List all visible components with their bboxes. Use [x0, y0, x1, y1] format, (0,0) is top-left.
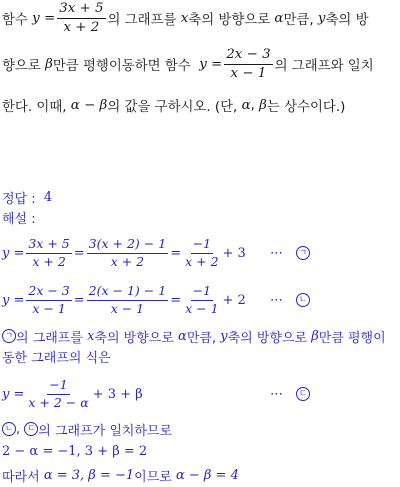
math-equals: = [73, 292, 85, 308]
label-mark-2: ㄴ [2, 422, 16, 436]
fraction-denominator: x + 2 [63, 19, 100, 35]
fraction-numerator: 2x − 3 [224, 47, 272, 64]
fraction-denominator: x + 2 [110, 253, 145, 269]
problem-text: 만큼, [283, 12, 314, 28]
fraction [87, 284, 169, 316]
fraction-numerator: 3x + 5 [57, 1, 105, 18]
math-y-equals: y = [2, 386, 25, 402]
fraction-denominator: x + 2 [185, 253, 219, 269]
math-term: + 3 [222, 245, 246, 261]
fraction-numerator: −1 [47, 378, 69, 394]
problem-text: 만큼 평행이동하면 함수 [52, 58, 191, 74]
math-y: y [220, 328, 228, 344]
fraction-numerator: −1 [191, 237, 213, 253]
math-term: + 3 + β [92, 386, 143, 402]
math-beta: β [45, 56, 53, 72]
solution-equation-3 [2, 375, 398, 413]
math-y-equals: y = [199, 56, 223, 72]
ellipsis: ⋯ [270, 292, 283, 308]
solution-text: 축의 방향으로 [227, 330, 308, 346]
label-mark-3: ㄷ [24, 422, 38, 436]
problem-text: 한다. 이때, [2, 99, 67, 115]
fraction [26, 284, 71, 316]
math-alpha: α [241, 97, 251, 113]
solution-text: 이므로 [134, 469, 172, 485]
solution-text: 축의 방향으로 [94, 330, 174, 346]
fraction-denominator: x − 1 [110, 300, 145, 316]
solution-equation-4: 2 − α = −1, 3 + β = 2 [2, 444, 148, 459]
problem-line-1 [2, 0, 369, 36]
problem-text: 는 상수이다.) [266, 99, 346, 115]
fraction [183, 237, 220, 269]
fraction-numerator: −1 [191, 284, 213, 300]
math-x: x [87, 328, 95, 344]
math-y: y [317, 10, 326, 26]
fraction-numerator: 3x + 5 [26, 237, 71, 253]
solution-text-line-1 [2, 327, 386, 345]
fraction [183, 284, 220, 316]
fraction-denominator: x − 1 [32, 300, 66, 316]
fraction-numerator: 2x − 3 [26, 284, 71, 300]
solution-text: 의 그래프를 [16, 330, 83, 346]
fraction-numerator: 3(x + 2) − 1 [87, 237, 169, 253]
math-alpha: α [178, 328, 187, 344]
problem-line-2 [2, 46, 374, 82]
solution-label: 해설 : [2, 212, 36, 227]
fraction [26, 237, 71, 269]
math-y-equals: y = [32, 10, 56, 26]
math-alpha-minus-beta: α − β [70, 97, 108, 113]
math-term: + 2 [222, 292, 246, 308]
answer-value: 4 [43, 189, 53, 205]
math-values: α = 3, β = −1 [43, 467, 135, 483]
solution-text-line-4 [2, 466, 239, 484]
math-beta: β [259, 97, 267, 113]
fraction-numerator: 2(x − 1) − 1 [87, 284, 169, 300]
solution-text-line-2: 동한 그래프의 식은 [2, 351, 111, 366]
problem-text: 의 그래프를 [107, 12, 177, 28]
problem-text: 축의 방향으로 [188, 12, 271, 28]
math-y-equals: y = [2, 245, 25, 261]
problem-text: 의 값을 구하시오. (단, [107, 99, 238, 115]
math-alpha: α [274, 10, 284, 26]
fraction [26, 378, 90, 410]
ellipsis: ⋯ [270, 386, 283, 402]
answer-line [2, 188, 52, 206]
fraction-denominator: x − 1 [230, 65, 267, 81]
solution-text: 만큼 평행이 [318, 330, 386, 346]
fraction-denominator: x + 2 [32, 253, 66, 269]
problem-text: 향으로 [2, 58, 41, 74]
label-mark-2: ㄴ [296, 293, 310, 307]
fraction-denominator: x + 2 − α [28, 394, 89, 410]
solution-equation-1 [2, 234, 398, 272]
solution-text: 의 그래프가 일치하므로 [38, 423, 173, 439]
fraction-original-function [57, 1, 105, 35]
label-mark-1: ㄱ [2, 329, 16, 343]
math-y-equals: y = [2, 292, 25, 308]
math-equals: = [170, 292, 182, 308]
problem-line-3 [2, 94, 345, 116]
math-x: x [180, 10, 189, 26]
fraction-denominator: x − 1 [185, 300, 219, 316]
label-mark-3: ㄷ [296, 387, 310, 401]
solution-text: , [16, 421, 21, 437]
problem-text: 의 그래프와 일치 [274, 58, 374, 74]
math-result: α − β = 4 [175, 467, 239, 483]
problem-text: 축의 방 [325, 12, 369, 28]
problem-text: 함수 [2, 12, 28, 28]
label-mark-1: ㄱ [296, 246, 310, 260]
solution-text: 따라서 [2, 469, 40, 485]
problem-text: , [250, 97, 255, 113]
math-equals: = [73, 245, 85, 261]
solution-equation-2 [2, 281, 398, 319]
math-beta: β [311, 328, 319, 344]
fraction [87, 237, 169, 269]
math-equals: = [170, 245, 182, 261]
answer-label: 정답 : [2, 191, 36, 207]
ellipsis: ⋯ [270, 245, 283, 261]
fraction-target-function [224, 47, 272, 81]
solution-text-line-3 [2, 420, 172, 438]
solution-text: 만큼, [186, 330, 217, 346]
